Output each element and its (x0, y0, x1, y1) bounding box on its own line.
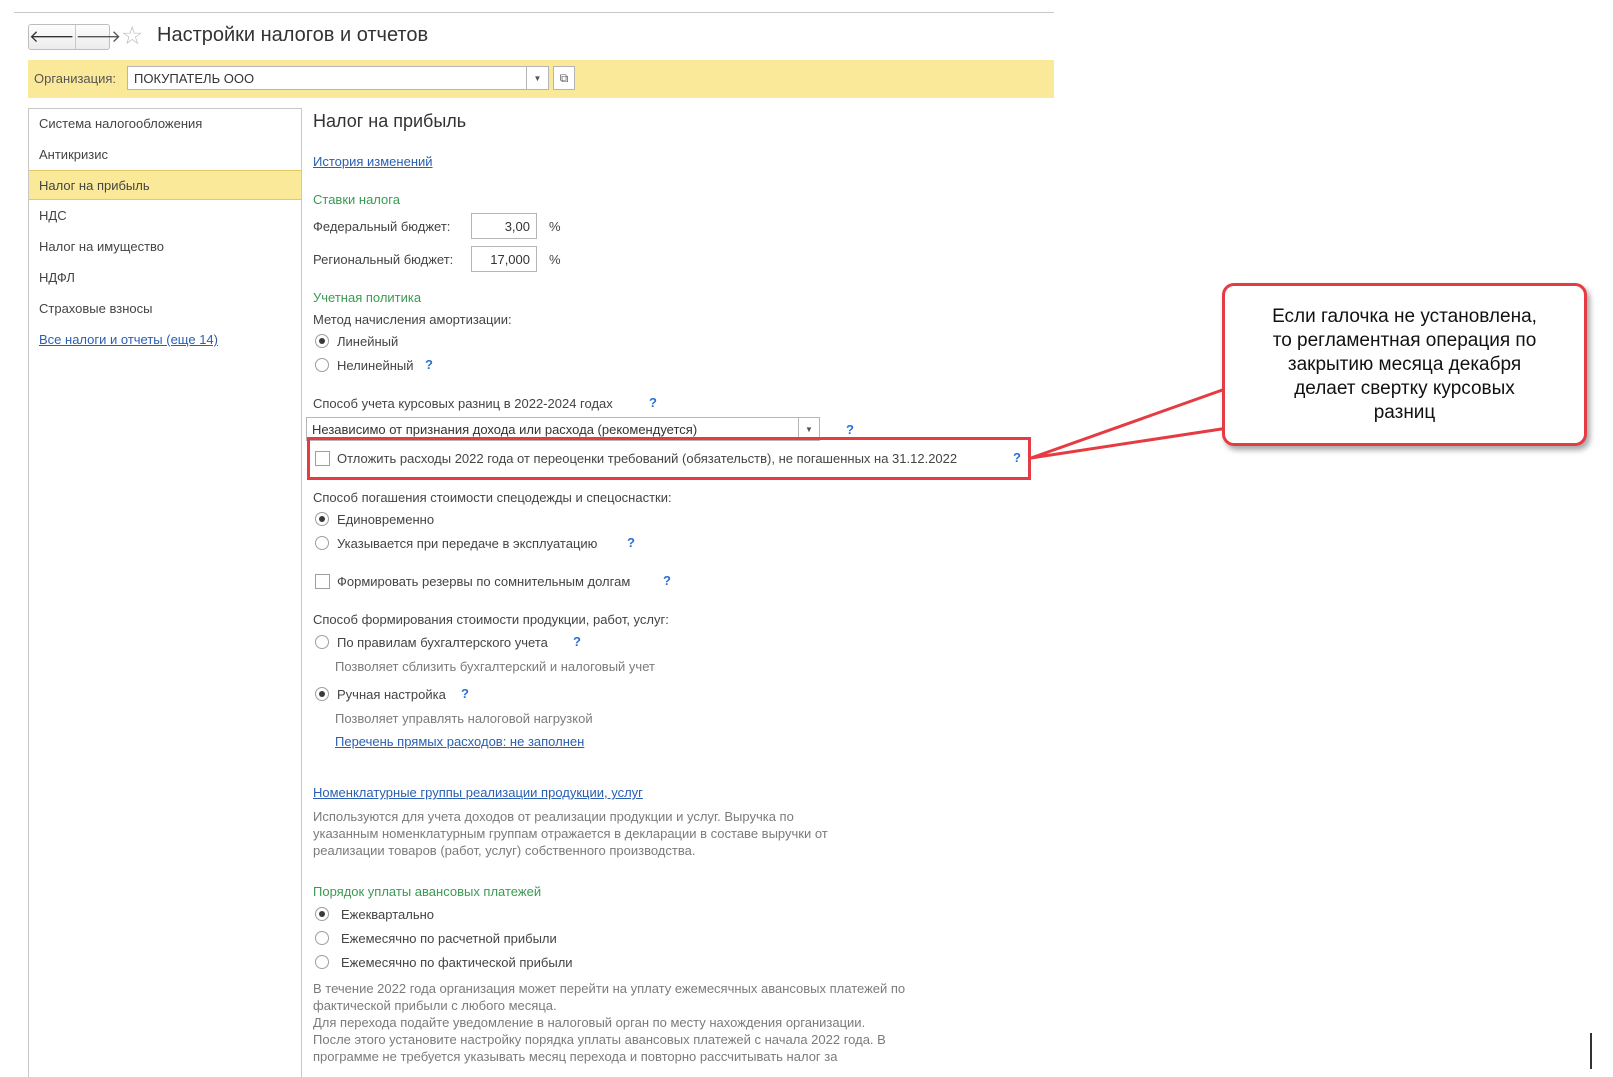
cost-label: Способ формирования стоимости продукции, работ, услуг: (313, 612, 669, 627)
back-button[interactable]: 🡐 (29, 25, 76, 49)
chevron-down-icon: ▼ (805, 424, 813, 434)
sidebar-item-insurance[interactable]: Страховые взносы (39, 301, 153, 316)
federal-rate-input[interactable]: 3,00 (471, 213, 537, 239)
amort-linear-label: Линейный (337, 334, 399, 349)
workwear-label: Способ погашения стоимости спецодежды и спецоснастки: (313, 490, 672, 505)
advance-monthly-actual-label: Ежемесячно по фактической прибыли (341, 955, 573, 970)
all-taxes-link[interactable]: Все налоги и отчеты (еще 14) (39, 332, 218, 347)
amort-nonlinear-label: Нелинейный (337, 358, 414, 373)
help-icon[interactable]: ? (1013, 450, 1021, 465)
edge-mark (1590, 1033, 1592, 1069)
forward-button[interactable]: 🡒 (75, 27, 122, 46)
sidebar-item-anticrisis[interactable]: Антикризис (39, 147, 108, 162)
callout-line: Если галочка не установлена, (1272, 305, 1537, 327)
advance-note-line: После этого установите настройку порядка уплаты авансовых платежей с начала 2022 года. В (313, 1032, 886, 1047)
help-icon[interactable]: ? (649, 395, 657, 410)
fx-label: Способ учета курсовых разниц в 2022-2024 годах (313, 396, 613, 411)
advance-note-line: В течение 2022 года организация может перейти на уплату ежемесячных авансовых платежей по (313, 981, 906, 996)
advance-note-line: Для перехода подайте уведомление в налоговый орган по месту нахождения организации. (313, 1015, 866, 1030)
open-window-icon: ⧉ (559, 70, 569, 85)
nomenclature-desc-line: Используются для учета доходов от реализации продукции и услуг. Выручка по (313, 809, 794, 824)
callout-line: то регламентная операция по (1272, 329, 1537, 351)
callout-text (1272, 305, 1537, 425)
sidebar-item-tax-system[interactable]: Система налогообложения (39, 116, 203, 131)
advance-quarterly-label: Ежеквартально (341, 907, 435, 922)
advance-monthly-estimated-label: Ежемесячно по расчетной прибыли (341, 931, 557, 946)
help-icon[interactable]: ? (461, 686, 469, 701)
callout-line: закрытию месяца декабря (1287, 353, 1522, 375)
advance-heading: Порядок уплаты авансовых платежей (313, 884, 542, 899)
direct-expenses-link[interactable]: Перечень прямых расходов: не заполнен (335, 734, 585, 749)
nomenclature-desc-line: реализации товаров (работ, услуг) собственного производства. (313, 843, 696, 858)
nomenclature-desc-line: указанным номенклатурным группам отражается в декларации в составе выручки от (313, 826, 828, 841)
nomenclature-groups-link[interactable]: Номенклатурные группы реализации продукции, услуг (313, 785, 643, 800)
favorite-star-icon[interactable]: ☆ (121, 22, 144, 50)
sidebar-item-ndfl[interactable]: НДФЛ (39, 270, 75, 285)
sidebar-item-profit-tax[interactable]: Налог на прибыль (29, 170, 301, 200)
org-label: Организация: (34, 71, 117, 86)
federal-percent: % (549, 219, 561, 234)
advance-note-line: программе не требуется указывать месяц перехода и повторно рассчитывать налог за (313, 1049, 838, 1064)
defer-expenses-label: Отложить расходы 2022 года от переоценки требований (обязательств), не погашенных на 31.12.2022 (337, 451, 958, 466)
callout-line: разниц (1373, 401, 1436, 423)
advance-note-line: фактической прибыли с любого месяца. (313, 998, 557, 1013)
workwear-specified-label: Указывается при передаче в эксплуатацию (337, 536, 598, 551)
fx-method-select[interactable]: Независимо от признания дохода или расхода (рекомендуется) (306, 417, 799, 441)
regional-rate-input[interactable]: 17,000 (471, 246, 537, 272)
cost-accounting-hint: Позволяет сблизить бухгалтерский и налоговый учет (335, 659, 655, 674)
history-link[interactable]: История изменений (313, 154, 433, 169)
federal-label: Федеральный бюджет: (313, 219, 451, 234)
cost-manual-label: Ручная настройка (337, 687, 446, 702)
help-icon[interactable]: ? (627, 535, 635, 550)
regional-percent: % (549, 252, 561, 267)
help-icon[interactable]: ? (846, 422, 854, 437)
org-input[interactable]: ПОКУПАТЕЛЬ ООО (127, 66, 527, 90)
rates-heading: Ставки налога (313, 192, 400, 207)
help-icon[interactable]: ? (573, 634, 581, 649)
callout-note (1222, 283, 1587, 446)
amortization-label: Метод начисления амортизации: (313, 312, 512, 327)
cost-accounting-label: По правилам бухгалтерского учета (337, 635, 548, 650)
sidebar-item-vat[interactable]: НДС (39, 208, 67, 223)
window-title: Настройки налогов и отчетов (157, 24, 429, 46)
help-icon[interactable]: ? (425, 357, 433, 372)
cost-manual-hint: Позволяет управлять налоговой нагрузкой (335, 711, 593, 726)
reserves-label: Формировать резервы по сомнительным долгам (337, 574, 631, 589)
help-icon[interactable]: ? (663, 573, 671, 588)
regional-label: Региональный бюджет: (313, 252, 454, 267)
callout-line: делает свертку курсовых (1294, 377, 1515, 399)
section-title: Налог на прибыль (313, 111, 467, 131)
sidebar-item-property-tax[interactable]: Налог на имущество (39, 239, 165, 254)
workwear-onetime-label: Единовременно (337, 512, 435, 527)
chevron-down-icon: ▼ (533, 73, 542, 83)
policy-heading: Учетная политика (313, 290, 422, 305)
